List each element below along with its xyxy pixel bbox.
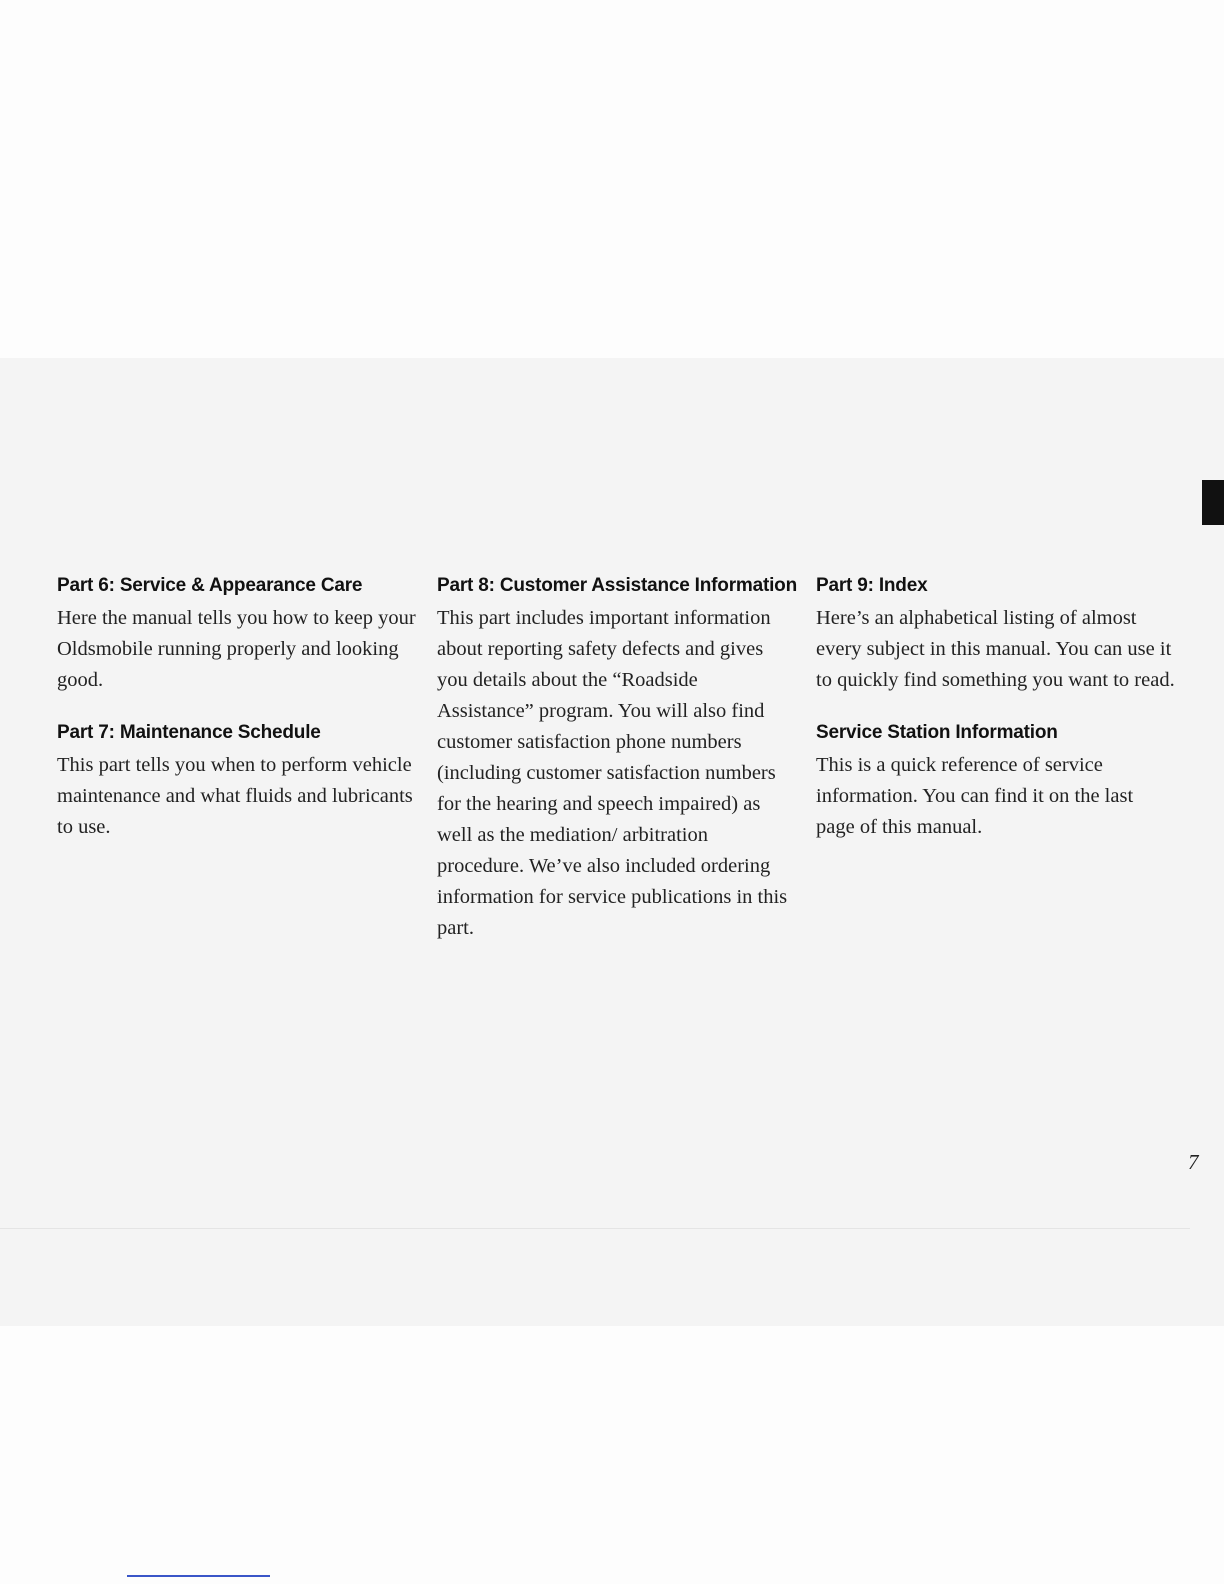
section-body: Here the manual tells you how to keep your Oldsmobile running properly and looking good. (57, 607, 416, 691)
section-part-8 (437, 573, 797, 944)
section-body: This part includes important information about reporting safety defects and gives you details about the “Roadside Assistance” program. You will also find customer satisfaction phone numbers (including customer satisfaction numbers for the hearing and speech impaired) as well as the mediation/ arbitration procedure. We’ve also included ordering information for service publications in this part. (437, 607, 788, 939)
divider (0, 1228, 1190, 1229)
section-heading: Part 7: Maintenance Schedule (57, 722, 321, 743)
column-right (816, 573, 1176, 867)
link-underline[interactable] (127, 1575, 270, 1577)
section-body: Here’s an alphabetical listing of almost every subject in this manual. You can use it to quickly find something you want to read. (816, 607, 1175, 691)
section-heading: Part 8: Customer Assistance Information (437, 575, 797, 596)
page-number: 7 (1188, 1150, 1199, 1174)
section-part-7 (57, 720, 417, 843)
section-body: This part tells you when to perform vehicle maintenance and what fluids and lubricants to use. (57, 754, 413, 838)
section-body: This is a quick reference of service information. You can find it on the last page of this manual. (816, 754, 1134, 838)
section-service-station (816, 720, 1176, 843)
section-heading: Service Station Information (816, 722, 1058, 743)
column-left (57, 573, 417, 867)
column-middle (437, 573, 797, 968)
section-heading: Part 9: Index (816, 575, 928, 596)
section-heading: Part 6: Service & Appearance Care (57, 575, 363, 596)
section-part-6 (57, 573, 417, 696)
section-thumb-tab (1202, 480, 1224, 525)
section-part-9 (816, 573, 1176, 696)
